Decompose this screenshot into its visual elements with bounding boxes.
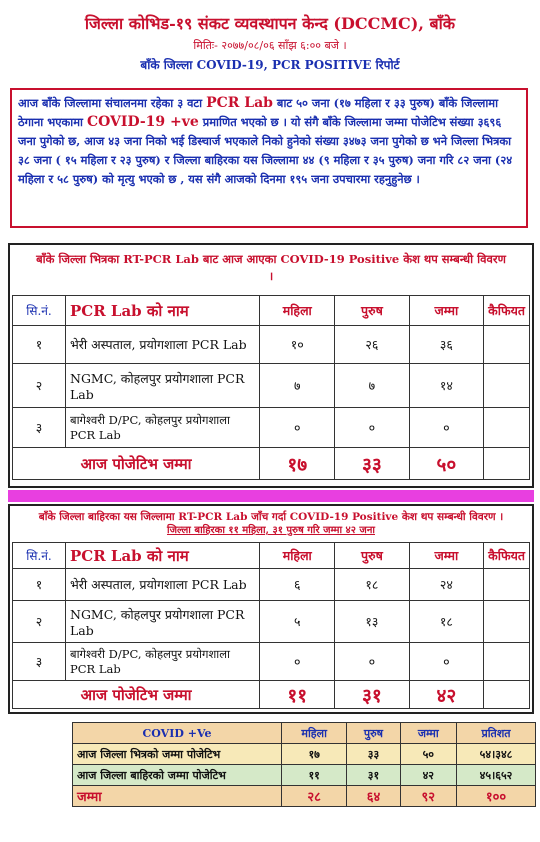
summary-row-total: ५० <box>400 744 456 765</box>
col-total: जम्मा <box>409 296 484 326</box>
row-male: ७ <box>335 364 409 408</box>
row-remarks <box>484 408 530 448</box>
summary-row-male: ३१ <box>347 765 400 786</box>
summary-row-female: ११ <box>282 765 347 786</box>
total-row <box>13 448 530 480</box>
total-male: ३१ <box>335 681 409 709</box>
row-remarks <box>484 601 530 643</box>
col-total: जम्मा <box>409 543 484 569</box>
col-sn: सि.नं. <box>13 296 66 326</box>
total-total: ४२ <box>409 681 484 709</box>
row-lab-name: भेरी अस्पताल, प्रयोगशाला PCR Lab <box>66 569 260 601</box>
section1-heading-tail: । <box>268 269 274 283</box>
row-male: १३ <box>335 601 409 643</box>
section-outside-district <box>8 504 534 714</box>
summary-covid: COVID-19 +ve <box>86 114 199 130</box>
section1-heading-text: बाँके जिल्ला भित्रका RT-PCR Lab बाट आज आएका COVID-19 Positive केश थप सम्बन्धी विवरण <box>36 252 506 266</box>
table-row <box>13 601 530 643</box>
report-subtitle: बाँके जिल्ला COVID-19, PCR POSITIVE रिपोर्ट <box>140 58 400 72</box>
summary-text-1: आज बाँके जिल्लामा संचालनमा रहेका ३ वटा <box>18 96 207 110</box>
row-lab-name: बागेश्वरी D/PC, कोहलपुर प्रयोगशाला PCR Lab <box>66 408 260 448</box>
summary-col-female: महिला <box>282 723 347 744</box>
row-total: ३६ <box>409 326 484 364</box>
row-total: १४ <box>409 364 484 408</box>
total-female: ११ <box>260 681 335 709</box>
row-female: ५ <box>260 601 335 643</box>
section2-subheading: जिल्ला बाहिरका ११ महिला, ३१ पुरुष गरि जम्मा ४२ जना <box>166 525 375 536</box>
summary-row-total: ४२ <box>400 765 456 786</box>
row-female: १० <box>260 326 335 364</box>
table-header-row <box>13 543 530 569</box>
row-total: २४ <box>409 569 484 601</box>
section2-table <box>12 542 530 709</box>
section2-heading: बाँके जिल्ला बाहिरका यस जिल्लामा RT-PCR Lab जाँच गर्दा COVID-19 Positive केश थप सम्बन्धी विवरण । <box>38 511 504 523</box>
total-total: ५० <box>409 448 484 480</box>
report-date: मितिः- २०७७/०८/०६ साँझ ६:०० बजे । <box>193 39 347 52</box>
summary-pcr: PCR Lab <box>206 95 273 111</box>
summary-row <box>73 744 536 765</box>
row-male: ० <box>335 408 409 448</box>
table-header-row <box>13 296 530 326</box>
row-male: १८ <box>335 569 409 601</box>
row-sn: १ <box>13 326 66 364</box>
col-lab-name: PCR Lab को नाम <box>66 543 260 569</box>
section-inside-district <box>8 243 534 488</box>
total-remarks <box>484 448 530 480</box>
col-male: पुरुष <box>335 543 409 569</box>
section1-heading <box>10 251 532 285</box>
total-remarks <box>484 681 530 709</box>
col-remarks: कैफियत <box>484 296 530 326</box>
summary-total-female: २८ <box>282 786 347 807</box>
table-row <box>13 326 530 364</box>
row-total: १८ <box>409 601 484 643</box>
col-lab-name: PCR Lab को नाम <box>66 296 260 326</box>
total-male: ३३ <box>335 448 409 480</box>
total-label: आज पोजेटिभ जम्मा <box>13 681 260 709</box>
summary-row-label: आज जिल्ला बाहिरको जम्मा पोजेटिभ <box>73 765 282 786</box>
row-lab-name: NGMC, कोहलपुर प्रयोगशाला PCR Lab <box>66 364 260 408</box>
total-row <box>13 681 530 709</box>
row-sn: ३ <box>13 643 66 681</box>
row-male: २६ <box>335 326 409 364</box>
row-sn: २ <box>13 601 66 643</box>
row-male: ० <box>335 643 409 681</box>
summary-col-label: COVID +Ve <box>73 723 282 744</box>
row-female: ० <box>260 643 335 681</box>
row-total: ० <box>409 408 484 448</box>
table-row <box>13 408 530 448</box>
summary-row-label: आज जिल्ला भित्रको जम्मा पोजेटिभ <box>73 744 282 765</box>
summary-text-2: बाट ५० जना (१७ महिला र ३३ पुरुष) बाँके जिल्लामा ठेगाना भएकामा <box>18 96 499 129</box>
summary-total-male: ६४ <box>347 786 400 807</box>
summary-table <box>72 722 536 807</box>
section1-table <box>12 295 530 480</box>
summary-total-percent: १०० <box>457 786 536 807</box>
row-remarks <box>484 364 530 408</box>
row-female: ० <box>260 408 335 448</box>
row-female: ७ <box>260 364 335 408</box>
row-female: ६ <box>260 569 335 601</box>
col-sn: सि.नं. <box>13 543 66 569</box>
col-remarks: कैफियत <box>484 543 530 569</box>
report-title: जिल्ला कोभिड-१९ संकट व्यवस्थापन केन्द (DCCMC), बाँके <box>84 14 456 33</box>
row-sn: ३ <box>13 408 66 448</box>
total-label: आज पोजेटिभ जम्मा <box>13 448 260 480</box>
summary-text-3: प्रमाणित भएको छ । यो संगै बाँके जिल्लामा जम्मा पोजेटिभ संख्या ३६९६ जना पुगेको छ, आज ४३ जना निको भई डिस्चार्ज भएकाले निको हुनेको संख्या ३४७३ जना पुगेको छ भने जिल्ला भित्रका ३८ जना ( १५ महिला र २३ पुरुष) र जिल्ला बाहिरका यस जिल्लामा ४४ (९ महिला र ३५ पुरुष) जना गरि ८२ जना (२४ महिला र ५८ पुरुष) को मृत्यु भएको छ , यस संगै आजको दिनमा १९५ जना उपचारमा रहनुहुनेछ । <box>18 115 513 186</box>
summary-col-percent: प्रतिशत <box>457 723 536 744</box>
summary-row <box>73 765 536 786</box>
summary-total-label: जम्मा <box>73 786 282 807</box>
col-male: पुरुष <box>335 296 409 326</box>
summary-row-male: ३३ <box>347 744 400 765</box>
table-row <box>13 569 530 601</box>
summary-total-total: ९२ <box>400 786 456 807</box>
summary-header-row <box>73 723 536 744</box>
row-remarks <box>484 643 530 681</box>
summary-total-row <box>73 786 536 807</box>
summary-row-percent: ४५।६५२ <box>457 765 536 786</box>
row-total: ० <box>409 643 484 681</box>
row-sn: १ <box>13 569 66 601</box>
col-female: महिला <box>260 296 335 326</box>
row-lab-name: बागेश्वरी D/PC, कोहलपुर प्रयोगशाला PCR Lab <box>66 643 260 681</box>
table-row <box>13 364 530 408</box>
col-female: महिला <box>260 543 335 569</box>
total-female: १७ <box>260 448 335 480</box>
table-row <box>13 643 530 681</box>
summary-col-total: जम्मा <box>400 723 456 744</box>
row-lab-name: भेरी अस्पताल, प्रयोगशाला PCR Lab <box>66 326 260 364</box>
summary-col-male: पुरुष <box>347 723 400 744</box>
summary-row-female: १७ <box>282 744 347 765</box>
section-divider <box>8 490 534 502</box>
row-sn: २ <box>13 364 66 408</box>
row-remarks <box>484 326 530 364</box>
row-lab-name: NGMC, कोहलपुर प्रयोगशाला PCR Lab <box>66 601 260 643</box>
summary-paragraph <box>10 88 528 228</box>
row-remarks <box>484 569 530 601</box>
summary-row-percent: ५४।३४८ <box>457 744 536 765</box>
